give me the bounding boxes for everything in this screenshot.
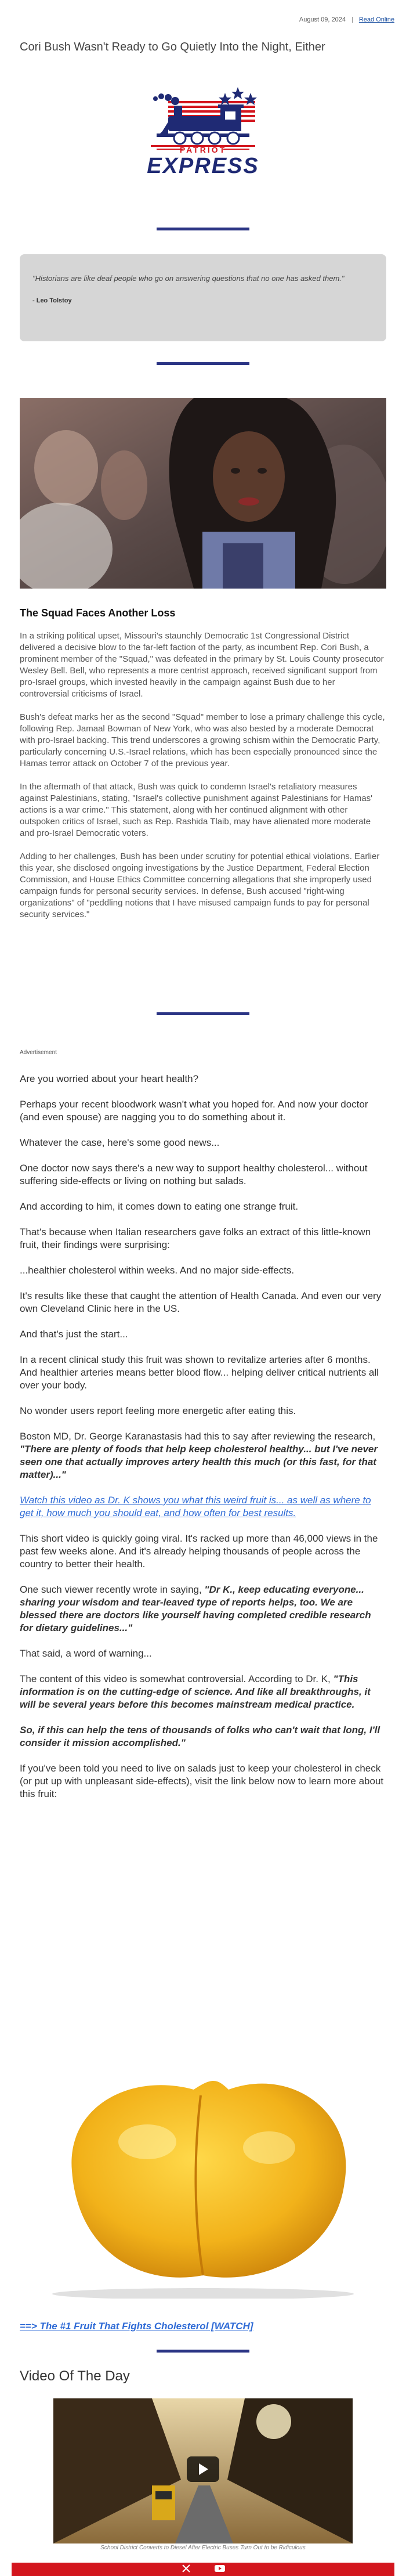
ad-quote: So, if this can help the tens of thousands of folks who can't wait that long, I'll consider it mission accomplished." [20,1724,380,1748]
quote-text: "Historians are like deaf people who go on answering questions that no one has asked them." [32,274,345,283]
fruit-image [20,2066,386,2299]
ad-paragraph: And that's just the start... [20,1329,128,1340]
article-body [20,630,386,932]
ad-text: One such viewer recently wrote in saying, [20,1584,205,1595]
separator: | [351,16,353,23]
ad-paragraph: If you've been told you need to live on salads just to keep your cholesterol in check (or put up with unpleasant side-effects), visit the link below now to learn more about this fruit: [20,1763,384,1799]
logo-line1: PATRIOT [179,145,227,154]
video-of-the-day-title: Video Of The Day [20,2368,130,2384]
ad-paragraph [20,1673,386,1711]
fruit-cta-link[interactable]: ==> The #1 Fruit That Fights Cholesterol [WATCH] [20,2321,253,2332]
divider [157,1012,249,1015]
top-meta-bar [299,16,394,23]
article-paragraph: In a striking political upset, Missouri's staunchly Democratic 1st Congressional District delivered a decisive blow to the far-left faction of the party, as incumbent Rep. Cori Bush, a prominent member of the "Squad," was defeated in the primary by St. Louis County prosecutor Wesley Bell. Bell, who represents a more centrist approach, received significant support from pro-Israel groups, which invested heavily in the campaign against Bush due to her controversial criticisms of Israel. [20,631,384,699]
ad-paragraph: In a recent clinical study this fruit was shown to revitalize arteries after 6 months. And healthier arteries means better blood flow... helping deliver critical nutrients all over your body. [20,1354,379,1391]
article-paragraph: In the aftermath of that attack, Bush was quick to condemn Israel's retaliatory measures against Palestinians, stating, "Israel's collective punishment against Palestinians for Hamas' actions is a war crime." This statement, along with her continued alignment with other outspoken critics of Israel, such as Rep. Rashida Tlaib, may have alienated more moderate and pro-Israel Democratic voters. [20,782,373,838]
ad-paragraph [20,1724,386,1749]
patriot-express-logo [133,81,273,192]
ad-paragraph [20,1430,386,1481]
ad-paragraph: It's results like these that caught the attention of Health Canada. And even our very own Cleveland Clinic here in the US. [20,1290,382,1314]
ad-quote: "Dr K., keep educating everyone... sharing your wisdom and tear-leaved type of reports helps, too. We are blessed there are doctors like yourself having completed credible research for dietary guidelines..." [20,1584,371,1633]
ad-paragraph: That said, a word of warning... [20,1648,152,1659]
ad-paragraph: Perhaps your recent bloodwork wasn't what you hoped for. And now your doctor (and even spouse) are nagging you to do something about it. [20,1099,368,1123]
quote-author: - Leo Tolstoy [32,297,72,304]
article-paragraph: Bush's defeat marks her as the second "Squad" member to lose a primary challenge this cycle, following Rep. Jamaal Bowman of New York, who was also bested by a moderate Democrat with pro-Israel backing. This trend underscores a growing schism within the Democratic Party, particularly concerning U.S.-Israel relations, which has been especially pronounced since the Hamas terror attack on October 7 of the previous year. [20,712,385,769]
ad-paragraph: That's because when Italian researchers gave folks an extract of this little-known fruit, their findings were surprising: [20,1226,371,1250]
quote-box [20,254,386,341]
ad-quote: "This information is on the cutting-edge of science. And like all breakthroughs, it will be several years before this becomes mainstream medical practice. [20,1673,371,1710]
email-title: Cori Bush Wasn't Ready to Go Quietly Into the Night, Either [20,41,325,53]
ad-paragraph: One doctor now says there's a new way to support healthy cholesterol... without suffering side-effects or living on nothing but salads. [20,1163,368,1186]
video-thumbnail[interactable] [53,2398,353,2543]
ad-quote: "There are plenty of foods that help keep cholesterol healthy... but I've never seen one that actually improves artery health this much (or this fast, for that matter)..." [20,1444,378,1480]
play-icon[interactable] [187,2456,219,2482]
article-photo [20,398,386,589]
video-caption: School District Converts to Diesel After Electric Buses Turn Out to be Ridiculous [100,2545,306,2551]
ad-paragraph: And according to him, it comes down to eating one strange fruit. [20,1201,299,1212]
ad-label: Advertisement [20,1049,57,1056]
divider [157,362,249,365]
logo-line2: EXPRESS [147,154,259,178]
divider [157,228,249,230]
read-online-link[interactable]: Read Online [358,16,394,23]
article-title: The Squad Faces Another Loss [20,607,176,619]
ad-paragraph: No wonder users report feeling more energetic after eating this. [20,1405,296,1416]
ad-paragraph: Whatever the case, here's some good news... [20,1137,220,1148]
youtube-icon[interactable] [215,2564,225,2575]
watch-video-link[interactable]: Watch this video as Dr. K shows you what this weird fruit is... as well as where to get it, how much you should eat, and how often for best results. [20,1495,371,1518]
ad-paragraph [20,1494,386,1520]
x-icon[interactable] [181,2564,191,2575]
ad-text: The content of this video is somewhat controversial. According to Dr. K, [20,1673,334,1684]
footer-bar [12,2563,394,2576]
ad-paragraph [20,1583,386,1635]
email-date: August 09, 2024 [299,16,346,23]
ad-text: Boston MD, Dr. George Karanastasis had this to say after reviewing the research, [20,1431,376,1442]
ad-body [20,1073,386,1813]
ad-paragraph: ...healthier cholesterol within weeks. And no major side-effects. [20,1265,295,1276]
ad-paragraph: This short video is quickly going viral. It's racked up more than 46,000 views in the past few weeks alone. And it's already helping thousands of people across the country to better their health. [20,1533,378,1570]
article-paragraph: Adding to her challenges, Bush has been under scrutiny for potential ethical violations. Earlier this year, she disclosed ongoing investigations by the Justice Department, Federal Election Commission, and House Ethics Committee concerning allegations that she improperly used campaign funds for personal security services. In defense, Bush accused "right-wing organizations" of "peddling notions that I have misused campaign funds to pay for personal security services." [20,852,380,919]
ad-paragraph: Are you worried about your heart health? [20,1073,199,1084]
divider [157,2350,249,2353]
